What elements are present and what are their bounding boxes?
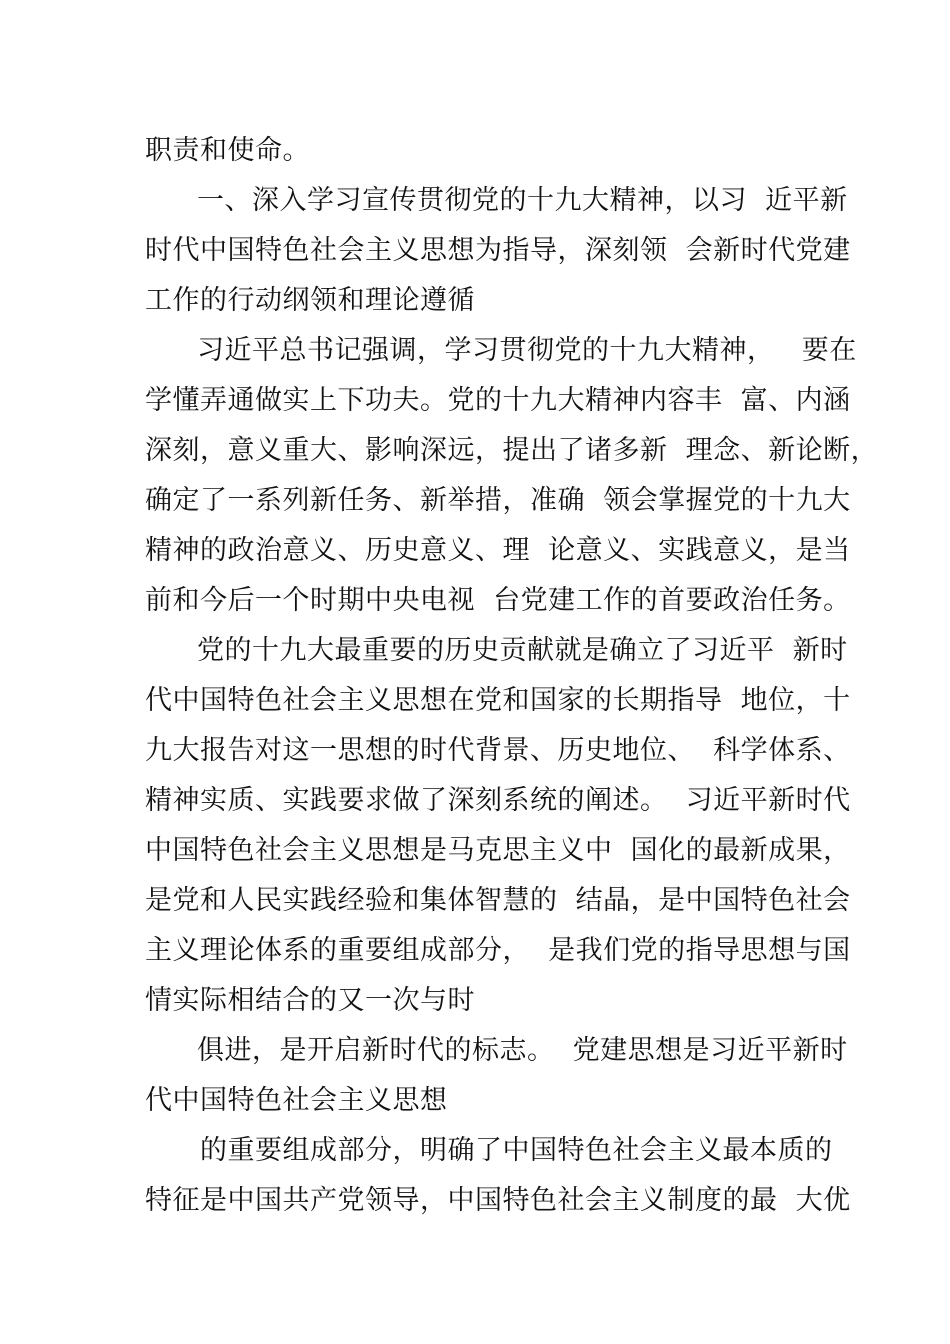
text-line: 情实际相结合的又一次与时: [145, 985, 475, 1016]
text-line: 代中国特色社会主义思想在党和国家的长期指导 地位，十: [145, 685, 851, 716]
text-line: 深刻，意义重大、影响深远，提出了诸多新 理念、新论断，: [145, 435, 879, 466]
section-heading-line: 工作的行动纲领和理论遵循: [145, 285, 475, 316]
text-line: 俱进，是开启新时代的标志。 党建思想是习近平新时: [197, 1035, 848, 1066]
text-line: 九大报告对这一思想的时代背景、历史地位、 科学体系、: [145, 735, 851, 766]
section-heading-line: 一、深入学习宣传贯彻党的十九大精神，以习 近平新: [197, 185, 848, 216]
section-heading-line: 时代中国特色社会主义思想为指导，深刻领 会新时代党建: [145, 235, 851, 266]
text-line: 主义理论体系的重要组成部分， 是我们党的指导思想与国: [145, 935, 851, 966]
text-line: 习近平总书记强调，学习贯彻党的十九大精神， 要在: [197, 335, 857, 366]
text-line: 的重要组成部分，明确了中国特色社会主义最本质的: [200, 1135, 833, 1166]
text-line: 精神实质、实践要求做了深刻系统的阐述。 习近平新时代: [145, 785, 851, 816]
text-line: 前和今后一个时期中央电视 台党建工作的首要政治任务。: [145, 585, 851, 616]
text-line: 确定了一系列新任务、新举措，准确 领会掌握党的十九大: [145, 485, 851, 516]
text-line: 精神的政治意义、历史意义、理 论意义、实践意义，是当: [145, 535, 851, 566]
text-line: 党的十九大最重要的历史贡献就是确立了习近平 新时: [197, 635, 848, 666]
text-line: 代中国特色社会主义思想: [145, 1085, 448, 1116]
text-line: 学懂弄通做实上下功夫。党的十九大精神内容丰 富、内涵: [145, 385, 851, 416]
text-line: 职责和使命。: [145, 135, 310, 166]
text-line: 中国特色社会主义思想是马克思主义中 国化的最新成果，: [145, 835, 851, 866]
text-line: 是党和人民实践经验和集体智慧的 结晶，是中国特色社会: [145, 885, 851, 916]
text-line: 特征是中国共产党领导，中国特色社会主义制度的最 大优: [145, 1185, 851, 1216]
